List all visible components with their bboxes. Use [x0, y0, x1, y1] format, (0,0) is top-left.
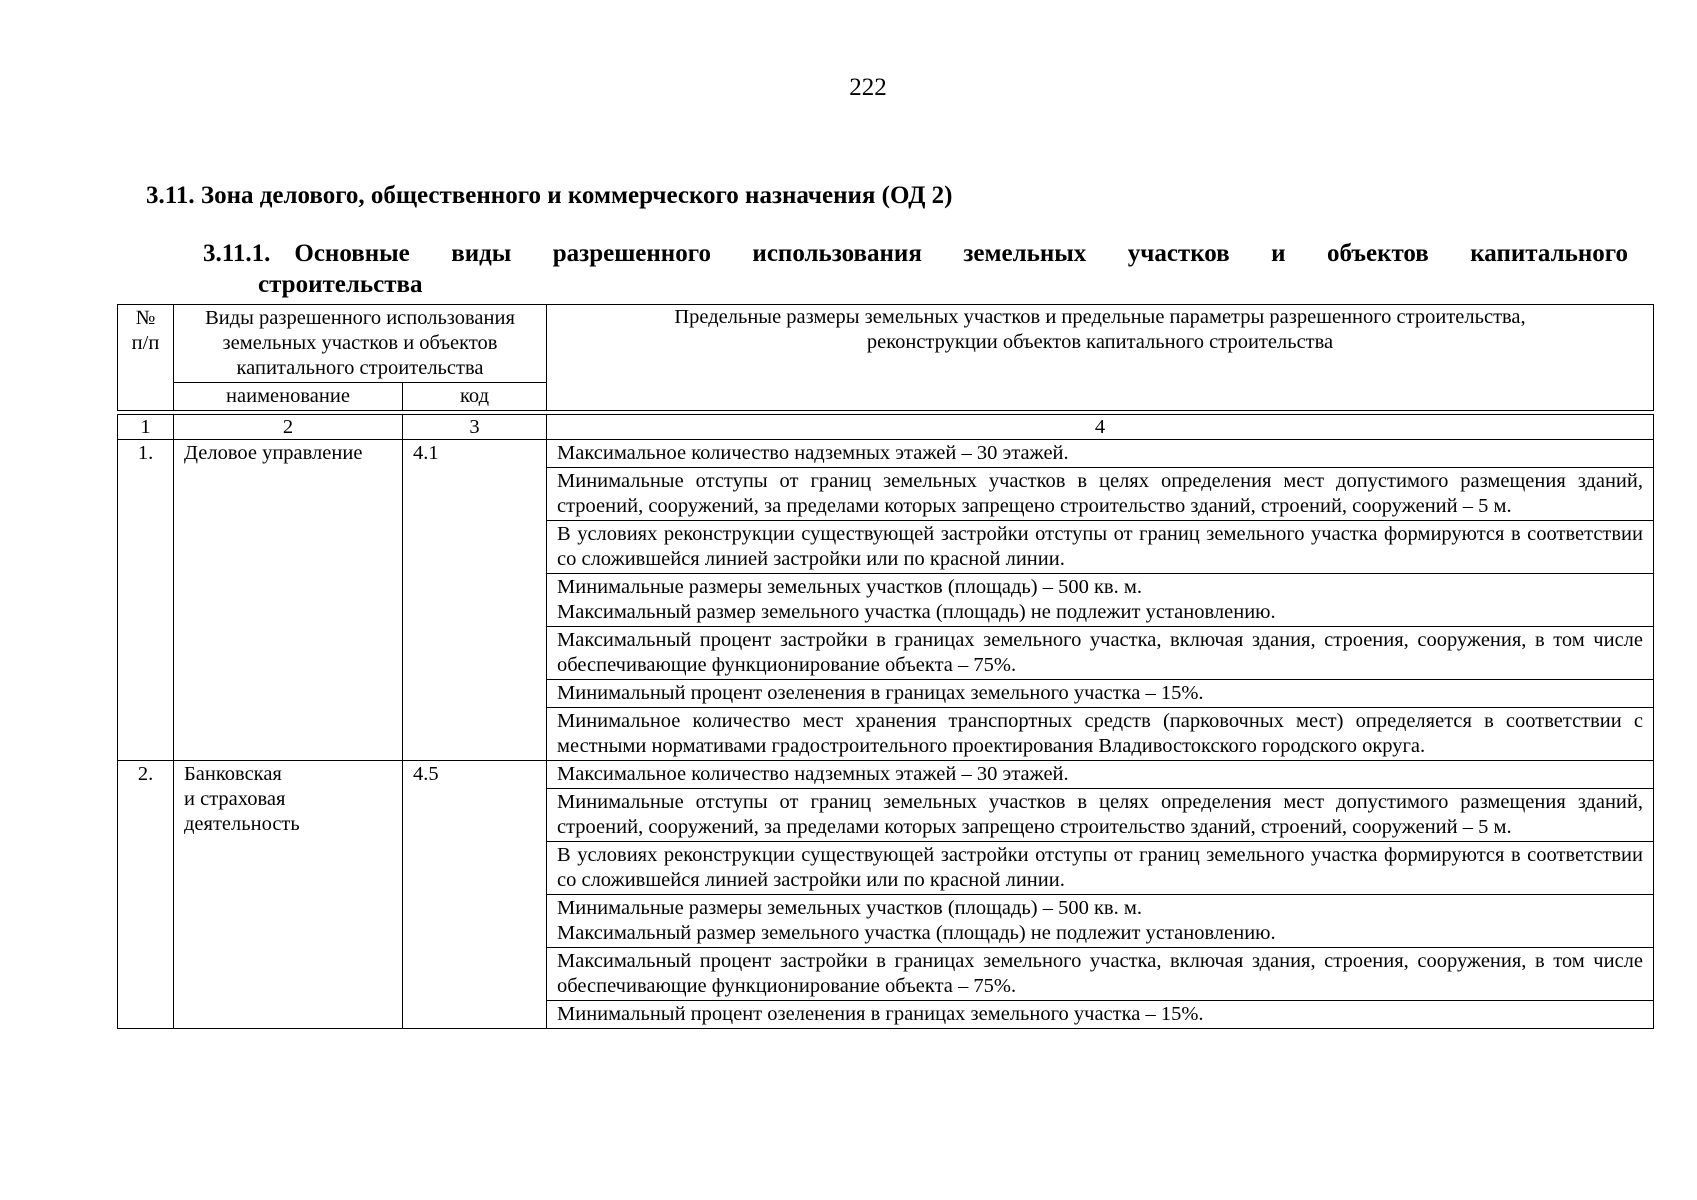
subsection-number: 3.11.1.	[203, 240, 271, 267]
column-number: 1	[118, 415, 174, 440]
column-numbers-row	[118, 415, 1654, 440]
subsection-title-line1	[203, 238, 1628, 269]
title-word: капитального	[1470, 240, 1628, 267]
table-row	[118, 440, 1654, 468]
use-name: Банковская и страховая деятельность	[174, 761, 403, 1029]
page-number: 222	[849, 74, 887, 101]
section-title: 3.11. Зона делового, общественного и коммерческого назначения (ОД 2)	[146, 182, 953, 209]
param-cell: В условиях реконструкции существующей застройки отступы от границ земельного участка формируются в соответствии со сложившейся линией застройки или по красной линии.	[547, 842, 1654, 895]
title-word: виды	[451, 240, 512, 267]
table-row	[118, 761, 1654, 789]
subsection-title	[203, 238, 1628, 300]
subsection-title-line2: строительства	[258, 271, 423, 298]
title-word: участков	[1127, 240, 1230, 267]
title-word: земельных	[963, 240, 1087, 267]
subsection-title-words	[294, 238, 1628, 269]
param-cell: Минимальные размеры земельных участков (площадь) – 500 кв. м. Максимальный размер земельного участка (площадь) не подлежит установлению.	[547, 895, 1654, 948]
title-word: использования	[752, 240, 922, 267]
param-cell: Минимальные отступы от границ земельных участков в целях определения мест допустимого размещения зданий, строений, сооружений, за пределами которых запрещено строительство зданий, строений, сооружений – 5 м.	[547, 789, 1654, 842]
param-cell: В условиях реконструкции существующей застройки отступы от границ земельного участка формируются в соответствии со сложившейся линией застройки или по красной линии.	[547, 521, 1654, 574]
param-cell: Минимальные отступы от границ земельных участков в целях определения мест допустимого размещения зданий, строений, сооружений, за пределами которых запрещено строительство зданий, строений, сооружений – 5 м.	[547, 468, 1654, 521]
use-code: 4.1	[403, 440, 547, 761]
permitted-use-table	[117, 304, 1654, 1029]
param-cell: Максимальное количество надземных этажей – 30 этажей.	[547, 440, 1654, 468]
use-name: Деловое управление	[174, 440, 403, 761]
header-num: № п/п	[118, 305, 174, 411]
column-number: 4	[547, 415, 1654, 440]
param-cell: Минимальные размеры земельных участков (площадь) – 500 кв. м. Максимальный размер земельного участка (площадь) не подлежит установлению.	[547, 574, 1654, 627]
header-params: Предельные размеры земельных участков и предельные параметры разрешенного строительства, реконструкции объектов капитального строительства	[547, 305, 1654, 411]
row-number: 2.	[118, 761, 174, 1029]
column-number: 2	[174, 415, 403, 440]
title-word: и	[1271, 240, 1286, 267]
header-name: наименование	[174, 383, 403, 411]
param-cell: Минимальный процент озеленения в границах земельного участка – 15%.	[547, 680, 1654, 708]
param-cell: Максимальный процент застройки в границах земельного участка, включая здания, строения, сооружения, в том числе обеспечивающие функционирование объекта – 75%.	[547, 627, 1654, 680]
column-number: 3	[403, 415, 547, 440]
header-code: код	[403, 383, 547, 411]
param-cell: Минимальный процент озеленения в границах земельного участка – 15%.	[547, 1001, 1654, 1029]
param-cell: Минимальное количество мест хранения транспортных средств (парковочных мест) определяется в соответствии с местными нормативами градостроительного проектирования Владивостокского городского округа.	[547, 708, 1654, 761]
use-code: 4.5	[403, 761, 547, 1029]
header-types: Виды разрешенного использования земельных участков и объектов капитального строительства	[174, 305, 547, 383]
title-word: разрешенного	[552, 240, 711, 267]
row-number: 1.	[118, 440, 174, 761]
title-word: Основные	[294, 240, 410, 267]
param-cell: Максимальное количество надземных этажей – 30 этажей.	[547, 761, 1654, 789]
header-row-1	[118, 305, 1654, 383]
title-word: объектов	[1327, 240, 1429, 267]
param-cell: Максимальный процент застройки в границах земельного участка, включая здания, строения, сооружения, в том числе обеспечивающие функционирование объекта – 75%.	[547, 948, 1654, 1001]
